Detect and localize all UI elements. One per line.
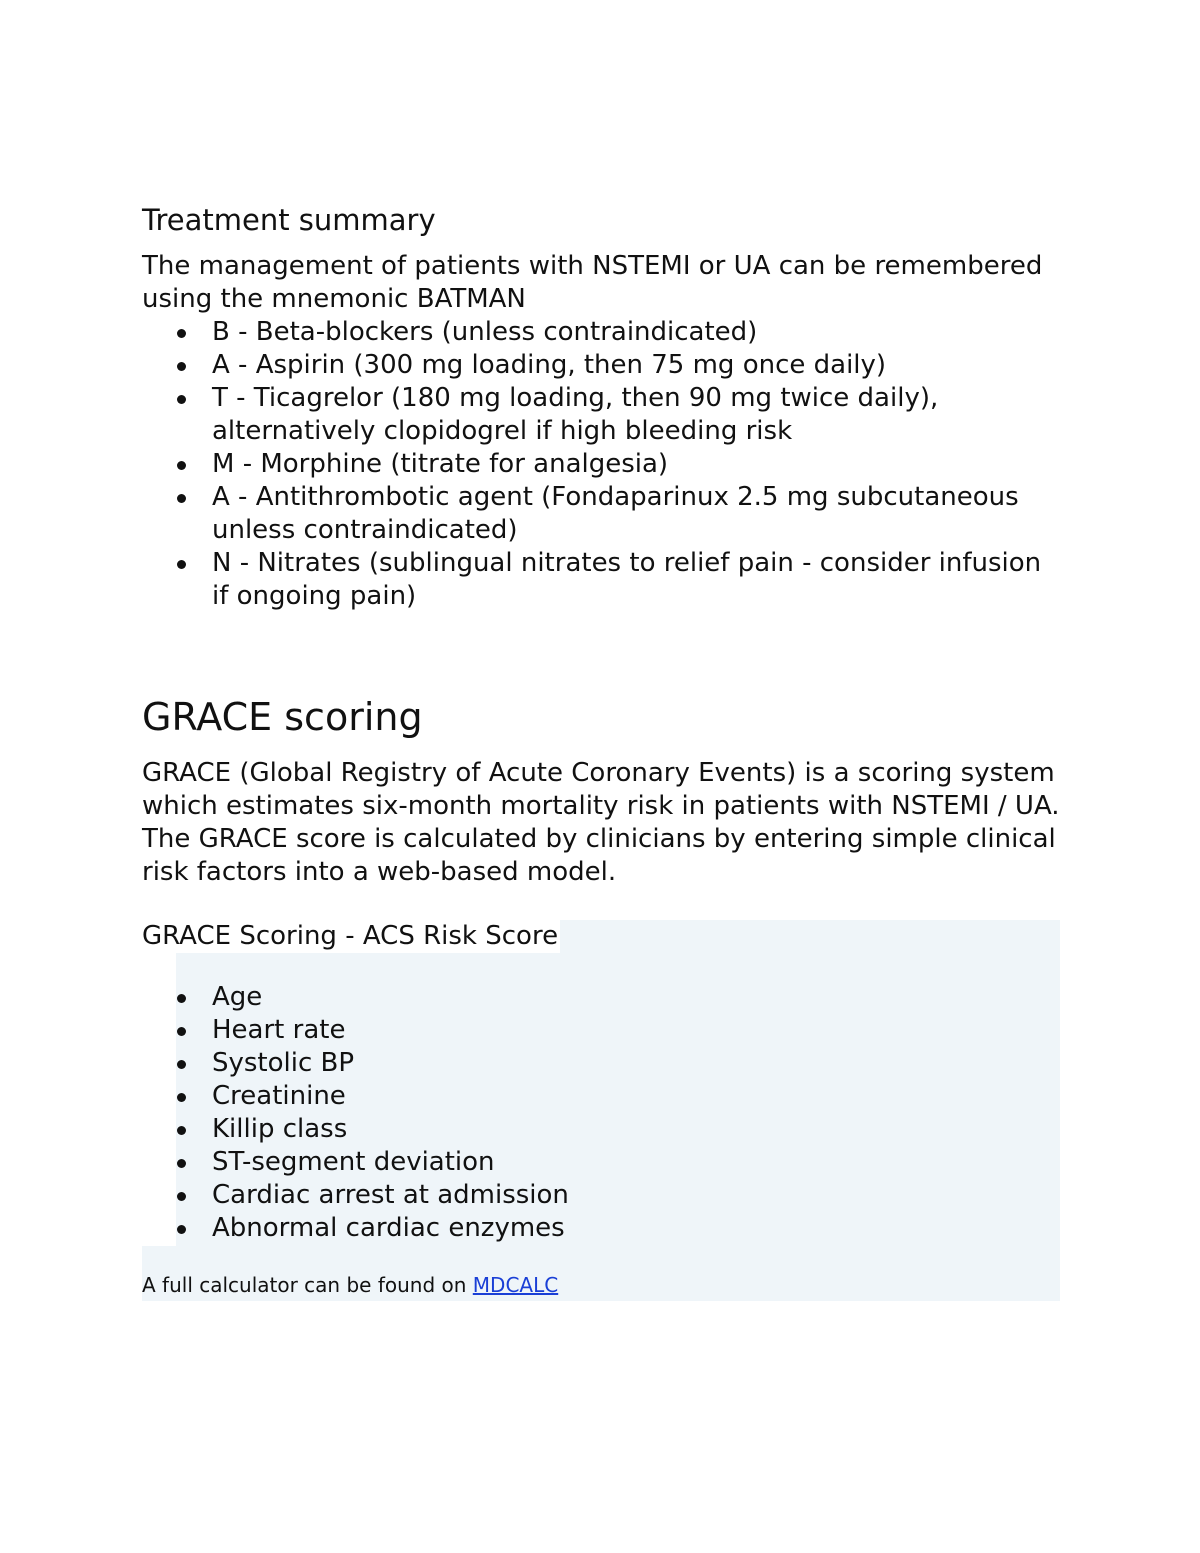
grace-scoring-heading: GRACE scoring [142,695,423,739]
grace-risk-score-box [142,920,1060,1301]
treatment-intro: The management of patients with NSTEMI or UA can be remembered using the mnemonic BATMAN [142,251,1043,314]
grace-box-title: GRACE Scoring - ACS Risk Score [142,921,559,951]
list-item: Systolic BP [142,1047,1060,1080]
list-item: Cardiac arrest at admission [142,1179,1060,1212]
list-item: A - Aspirin (300 mg loading, then 75 mg once daily) [142,349,1060,382]
grace-calculation-note: The GRACE score is calculated by clinicians by entering simple clinical risk factors into a web-based model. [142,824,1056,887]
list-item: M - Morphine (titrate for analgesia) [142,448,1060,481]
calculator-footer [142,1245,1060,1301]
grace-factor-list [142,953,1060,1245]
list-item: Creatinine [142,1080,1060,1113]
footer-text: A full calculator can be found on [142,1273,473,1297]
batman-list [142,316,1060,613]
document-page [142,200,1060,1301]
mdcalc-link[interactable]: MDCALC [472,1273,559,1297]
list-item: Killip class [142,1113,1060,1146]
treatment-summary-heading: Treatment summary [142,203,436,237]
list-item: B - Beta-blockers (unless contraindicated) [142,316,1060,349]
grace-box-title-row [142,920,1060,953]
list-item: N - Nitrates (sublingual nitrates to relief pain - consider infusion if ongoing pain) [142,547,1060,613]
list-item: T - Ticagrelor (180 mg loading, then 90 mg twice daily), alternatively clopidogrel if high bleeding risk [142,382,1060,448]
list-item: Age [142,981,1060,1014]
list-item: Abnormal cardiac enzymes [142,1212,1060,1245]
list-item: ST-segment deviation [142,1146,1060,1179]
list-item: A - Antithrombotic agent (Fondaparinux 2.5 mg subcutaneous unless contraindicated) [142,481,1060,547]
list-item: Heart rate [142,1014,1060,1047]
grace-description: GRACE (Global Registry of Acute Coronary Events) is a scoring system which estimates six-month mortality risk in patients with NSTEMI / UA. [142,758,1060,821]
